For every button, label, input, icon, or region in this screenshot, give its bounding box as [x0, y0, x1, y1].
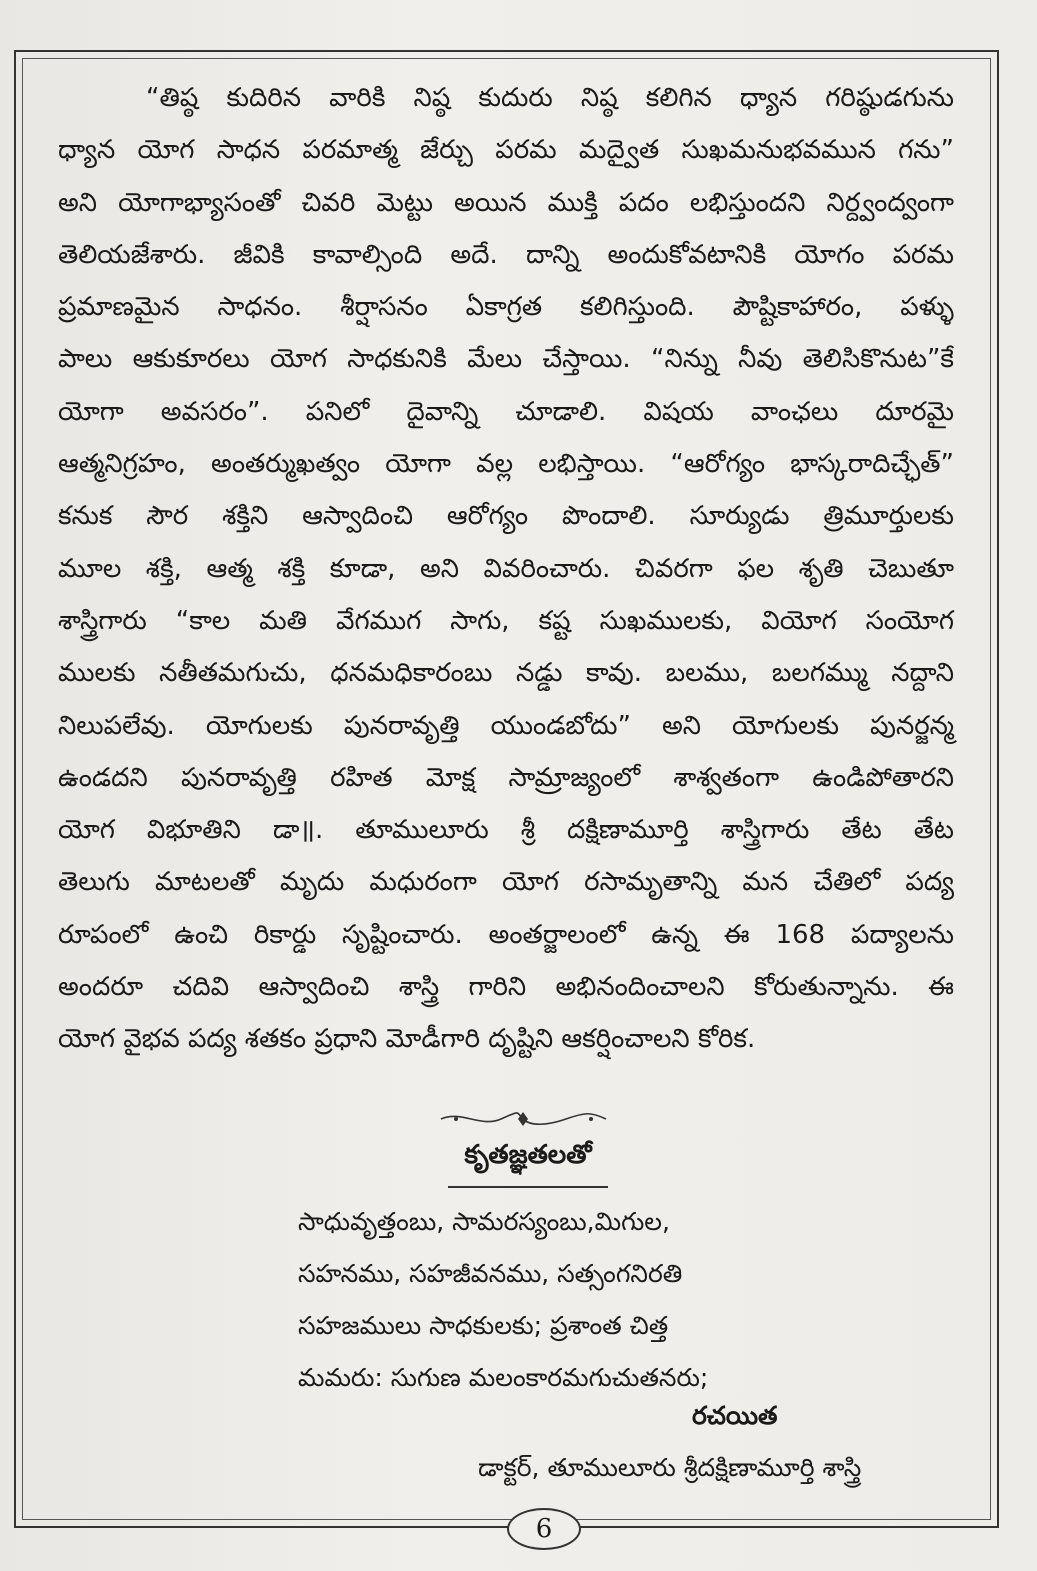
poem-line: సహనము, సహజీవనము, సత్సంగనిరతి [298, 1259, 683, 1288]
body-line: మూల శక్తి, ఆత్మ శక్తి కూడా, అని వివరించారు. చివరగా ఫల శృతి చెబుతూ [58, 553, 954, 584]
body-line: యోగ విభూతిని డా॥. తూములూరు శ్రీ దక్షిణామూర్తి శాస్త్రిగారు తేట తేట [58, 815, 954, 846]
body-line: ధ్యాన యోగ సాధన పరమాత్మ జేర్చు పరమ మద్వైత సుఖమనుభవమున గను” [58, 135, 954, 166]
body-line: అందరూ చదివి ఆస్వాదించి శాస్త్రి గారిని అభినందించాలని కోరుతున్నాను. ఈ [58, 972, 954, 1003]
body-line: యోగా అవసరం”. పనిలో దైవాన్ని చూడాలి. విషయ వాంఛలు దూరమై [58, 396, 954, 427]
body-line: తెలియజేశారు. జీవికి కావాల్సింది అదే. దాన్ని అందుకోవటానికి యోగం పరమ [58, 239, 954, 270]
body-line: శాస్త్రిగారు “కాల మతి వేగముగ సాగు, కష్ట సుఖములకు, వియోగ సంయోగ [58, 605, 954, 636]
poem-line: మమరు: సుగుణ మలంకారమగుచుతనరు; [298, 1363, 709, 1392]
body-line: ఉండదని పునరావృత్తి రహిత మోక్ష సామ్రాజ్యంలో శాశ్వతంగా ఉండిపోతారని [58, 762, 954, 793]
title-underline [448, 1186, 608, 1188]
body-line: ములకు నతీతమగుచు, ధనమధికారంబు నడ్డు కావు. బలము, బలగమ్ము నద్దాని [58, 658, 954, 689]
section-title: కృతజ్ఞతలతో [464, 1140, 592, 1170]
body-line: నిలుపలేవు. యోగులకు పునరావృత్తి యుండబోదు” అని యోగులకు పునర్జన్మ [58, 710, 954, 741]
poem-verse [298, 1196, 778, 1404]
poem-line: సహజములు సాధకులకు; ప్రశాంత చిత్త [298, 1311, 669, 1340]
body-line: ఆత్మనిగ్రహం, అంతర్ముఖత్వం యోగా వల్ల లభిస్తాయి. “ఆరోగ్యం భాస్కరాదిచ్ఛేత్” [58, 449, 954, 480]
author-name: డాక్టర్, తూములూరు శ్రీదక్షిణామూర్తి శాస్త్రి [478, 1453, 862, 1482]
page-number: 6 [507, 1508, 581, 1550]
body-line: “తిష్ఠ కుదిరిన వారికి నిష్ఠ కుదురు నిష్ఠ కలిగిన ధ్యాన గరిష్ఠుడగును [146, 83, 954, 113]
body-line: కనుక సౌర శక్తిని ఆస్వాదించి ఆరోగ్యం పొందాలి. సూర్యుడు త్రిమూర్తులకు [58, 501, 954, 532]
body-paragraph [58, 72, 954, 1066]
body-line: తెలుగు మాటలతో మృదు మధురంగా యోగ రసామృతాన్ని మన చేతిలో పద్య [58, 867, 954, 898]
poem-line: సాధువృత్తంబు, సామరస్యంబు,మిగుల, [298, 1207, 670, 1236]
body-line: ప్రమాణమైన సాధనం. శీర్షాసనం ఏకాగ్రత కలిగిస్తుంది. పౌష్టికాహారం, పళ్ళు [58, 292, 954, 323]
body-line: అని యోగాభ్యాసంతో చివరి మెట్టు అయిన ముక్తి పదం లభిస్తుందని నిర్ద్వంద్వంగా [58, 187, 954, 218]
author-label: రచయిత [692, 1401, 778, 1430]
decorative-divider-icon [436, 1108, 611, 1130]
body-line: పాలు ఆకుకూరలు యోగ సాధకునికి మేలు చేస్తాయి. “నిన్ను నీవు తెలిసికొనుట”కే [58, 344, 954, 375]
body-line: యోగ వైభవ పద్య శతకం ప్రధాని మోడీగారి దృష్టిని ఆకర్షించాలని కోరిక. [58, 1024, 756, 1055]
body-line: రూపంలో ఉంచి రికార్డు సృష్టించారు. అంతర్జాలంలో ఉన్న ఈ 168 పద్యాలను [58, 919, 954, 950]
